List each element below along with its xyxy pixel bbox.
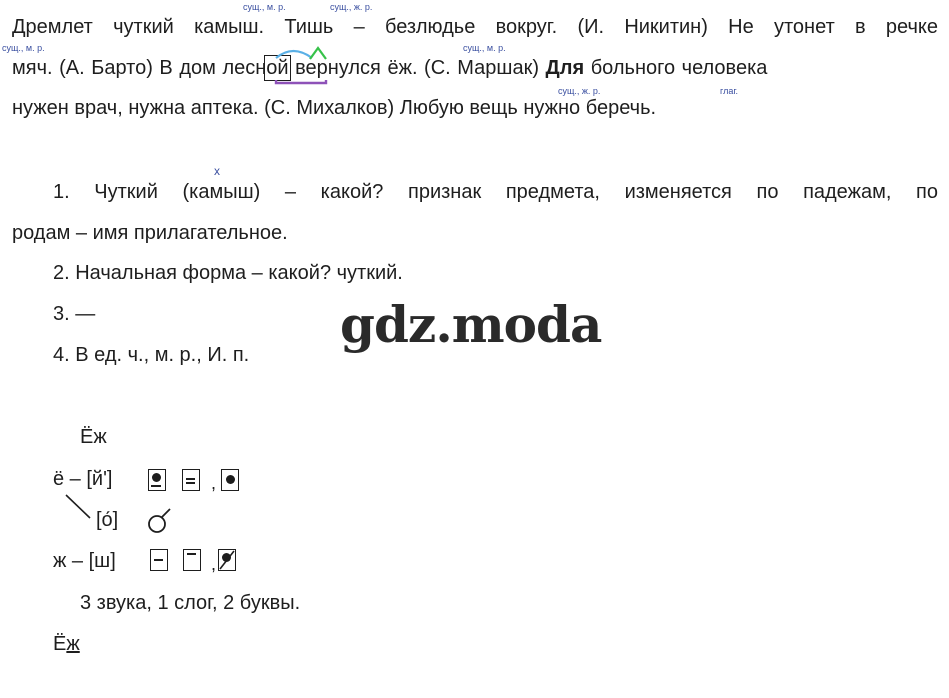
branch-line — [62, 492, 96, 522]
stem-bracket — [276, 80, 326, 83]
word: Дремлет — [12, 16, 93, 38]
phonetic-row-o: [о́] — [96, 509, 119, 531]
sound-cell-hard — [150, 549, 168, 571]
vowel-stressed-circle-icon — [145, 506, 175, 536]
text-segment: больного человека — [584, 57, 768, 79]
word: (камыш) — [182, 181, 261, 203]
note-noun-masc-yozh: сущ., м. р. — [463, 43, 506, 53]
phonetic-summary: 3 звука, 1 слог, 2 буквы. — [80, 592, 301, 614]
letter-zh-underlined: ж — [66, 633, 80, 655]
analysis-item-1-line-1 — [53, 182, 938, 202]
text-line-2 — [12, 58, 767, 78]
word: – — [353, 16, 365, 38]
text-line-1 — [12, 17, 938, 37]
word: вокруг. — [495, 16, 558, 38]
sound-cell-consonant-crossed — [218, 549, 236, 571]
comma: , — [211, 473, 217, 493]
letter-yo: Ё — [53, 633, 67, 655]
suffix-caret — [310, 48, 326, 59]
word: утонет — [774, 16, 835, 38]
word: чуткий — [113, 16, 174, 38]
note-noun-masc-myach: сущ., м. р. — [2, 43, 45, 53]
word: предмета, — [505, 181, 600, 203]
sound-cell-hard-deaf — [183, 549, 201, 571]
note-noun-fem-tish: сущ., ж. р. — [330, 2, 373, 12]
text-segment: Для — [545, 57, 585, 79]
word: Никитин) — [624, 16, 708, 38]
analysis-item-2: 2. Начальная форма – какой? чуткий. — [53, 262, 403, 284]
suffix-n: н — [255, 57, 267, 79]
word: признак — [407, 181, 482, 203]
note-noun-fem-veshch: сущ., ж. р. — [558, 86, 601, 96]
analysis-item-3: 3. — — [53, 303, 96, 325]
note-noun-masc-kamysh: сущ., м. р. — [243, 2, 286, 12]
word: Чуткий — [94, 181, 158, 203]
word: Не — [728, 16, 754, 38]
word: изменяется — [624, 181, 732, 203]
phonetic-final-word — [53, 634, 80, 654]
word: по — [916, 181, 938, 203]
note-verb-berech: глаг. — [720, 86, 739, 96]
word: (И. — [577, 16, 605, 38]
sound-cell-consonant-soft — [182, 469, 200, 491]
text-line-3: нужен врач, нужна аптека. (С. Михалков) Любую вещь нужно беречь. — [12, 97, 657, 119]
word: – — [284, 181, 297, 203]
ending-oy: ой — [266, 57, 289, 79]
root-arc — [276, 51, 312, 58]
slash-icon — [219, 550, 235, 570]
comma: , — [211, 554, 217, 574]
morpheme-marks — [268, 42, 358, 92]
word: 1. — [53, 181, 70, 203]
word: в — [855, 16, 866, 38]
word: камыш. — [194, 16, 265, 38]
word: речке — [885, 16, 938, 38]
note-x-mark: х — [214, 164, 220, 178]
word: какой? — [320, 181, 384, 203]
phonetic-row-zh: ж – [ш] — [53, 550, 116, 572]
root-les: лес — [222, 57, 256, 79]
phonetic-word: Ёж — [80, 426, 107, 448]
word: падежам, — [803, 181, 892, 203]
watermark-logo: gdz.moda — [340, 295, 602, 354]
word: по — [756, 181, 779, 203]
analysis-item-4: 4. В ед. ч., м. р., И. п. — [53, 344, 250, 366]
text-segment: мяч. (А. Барто) В дом — [12, 57, 223, 79]
word: безлюдье — [385, 16, 476, 38]
analysis-item-1-line-2: родам – имя прилагательное. — [12, 222, 288, 244]
text-segment: вернулся ёж. (С. Маршак) — [288, 57, 546, 79]
sound-cell-vowel-stress — [221, 469, 239, 491]
sound-cell-consonant-soft-voiced — [148, 469, 166, 491]
word: Тишь — [284, 16, 334, 38]
phonetic-row-yo: ё – [й'] — [53, 468, 113, 490]
